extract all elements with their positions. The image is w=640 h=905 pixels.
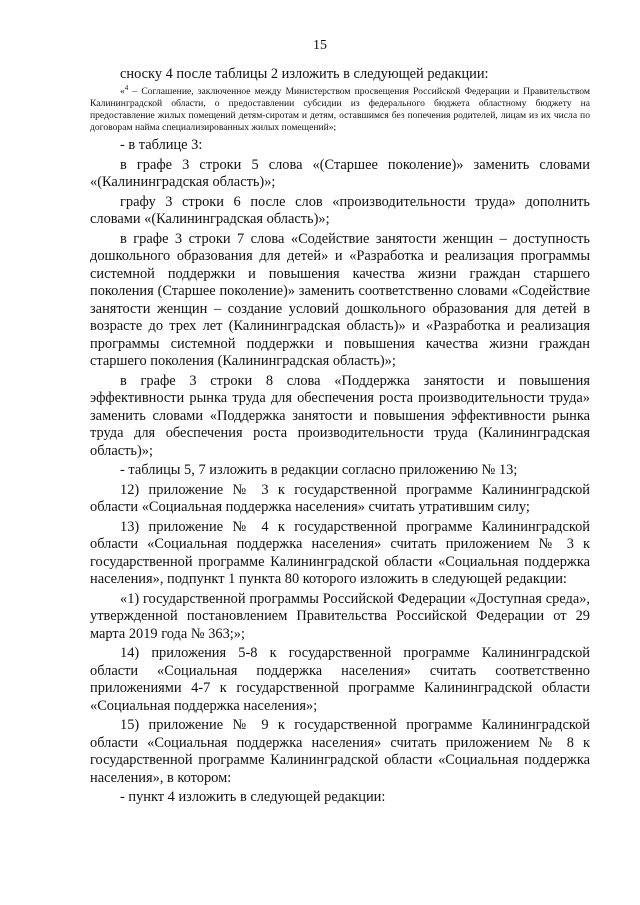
paragraph: в графе 3 строки 5 слова «(Старшее поколение)» заменить словами «(Калининградская область)»;: [90, 156, 590, 191]
document-body: [90, 66, 590, 809]
paragraph: 12) приложение № 3 к государственной программе Калининградской области «Социальная поддержка населения» считать утратившим силу;: [90, 481, 590, 516]
footnote-body: – Соглашение, заключенное между Министерством просвещения Российской Федерации и Правительством Калининградской области, о предоставлении субсидии из федерального бюджета областному бюджету на предоставление жилых помещений детям-сиротам и детям, оставшимся без попечения родителей, лицам из их числа по договорам найма специализированных жилых помещений»;: [90, 85, 590, 134]
paragraph: графу 3 строки 6 после слов «производительности труда» дополнить словами «(Калининградская область)»;: [90, 193, 590, 228]
paragraph: в графе 3 строки 8 слова «Поддержка занятости и повышения эффективности рынка труда для обеспечения роста производительности труда» заменить словами «Поддержка занятости и повышения эффективности рынка труда для обеспечения роста производительности труда (Калининградская область)»;: [90, 372, 590, 459]
paragraph: «1) государственной программы Российской Федерации «Доступная среда», утвержденной постановлением Правительства Российской Федерации от 29 марта 2019 года № 363;»;: [90, 590, 590, 642]
footnote-text: [90, 83, 590, 135]
paragraph: - таблицы 5, 7 изложить в редакции согласно приложению № 13;: [120, 462, 518, 479]
paragraph: - в таблице 3:: [120, 137, 203, 154]
paragraph: 13) приложение № 4 к государственной программе Калининградской области «Социальная поддержка населения» считать приложением № 3 к государственной программе Калининградской области «Социальная поддержка населения», подпункт 1 пункта 80 которого изложить в следующей редакции:: [90, 518, 590, 588]
footnote-open-quote: «: [120, 85, 125, 97]
paragraph: 15) приложение № 9 к государственной программе Калининградской области «Социальная поддержка населения» считать приложением № 8 к государственной программе Калининградской области «Социальная поддержка населения», в котором:: [90, 717, 590, 786]
page-number: 15: [313, 38, 327, 53]
paragraph: 14) приложения 5-8 к государственной программе Калининградской области «Социальная поддержка населения» считать соответственно приложениями 4-7 к государственной программе Калининградской области «Социальная поддержка населения»;: [90, 645, 590, 714]
paragraph: сноску 4 после таблицы 2 изложить в следующей редакции:: [120, 66, 489, 82]
footnote-marker: 4: [124, 83, 129, 92]
paragraph: в графе 3 строки 7 слова «Содействие занятости женщин – доступность дошкольного образования для детей» и «Разработка и реализация программы системной поддержки и повышения качества жизни граждан старшего поколения (Старшее поколение)» заменить соответственно словами «Содействие занятости женщин – создание условий дошкольного образования для детей в возрасте до трех лет (Калининградская область)» и «Разработка и реализация программы системной поддержки и повышения качества жизни граждан старшего поколения (Калининградская область)»;: [90, 230, 590, 370]
paragraph: - пункт 4 изложить в следующей редакции:: [120, 789, 386, 806]
